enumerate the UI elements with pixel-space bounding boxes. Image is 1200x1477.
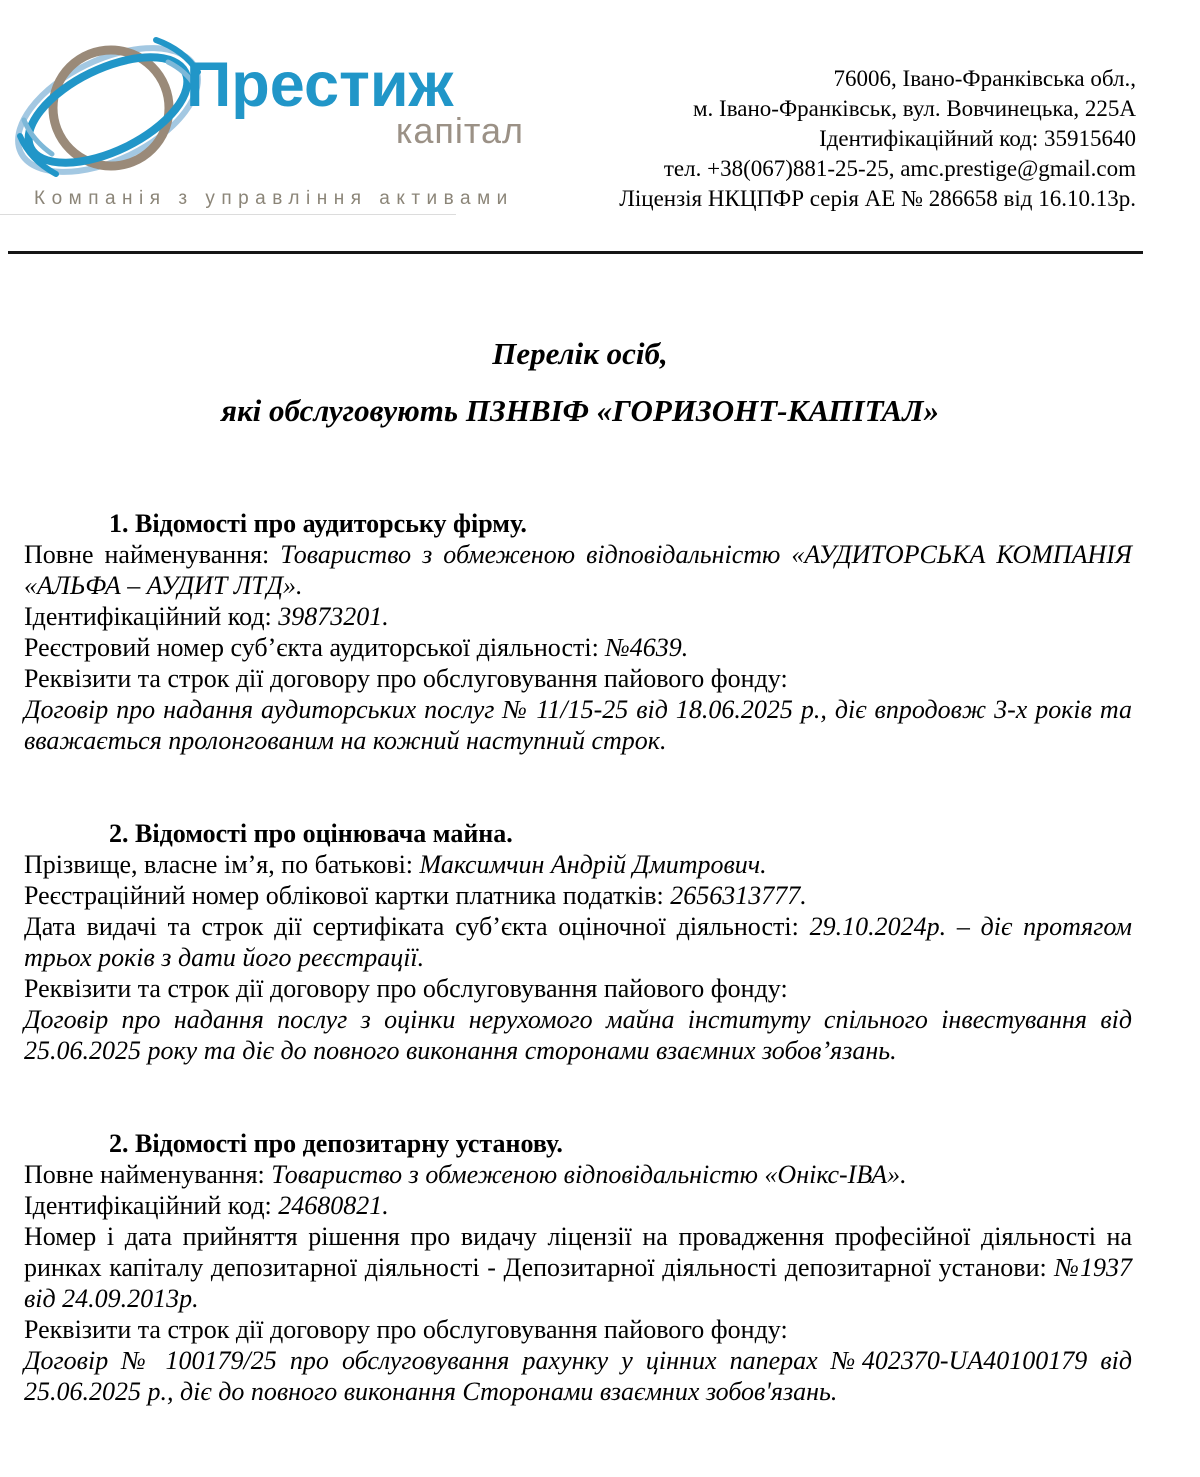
paragraph: [24, 539, 1132, 601]
globe-orbit-icon: [8, 14, 208, 200]
field-value: 24680821.: [278, 1191, 389, 1220]
company-tagline: Компанія з управління активами: [34, 188, 514, 209]
section-heading: 2. Відомості про депозитарну установу.: [109, 1129, 563, 1158]
company-id-line: Ідентифікаційний код: 35915640: [819, 126, 1136, 151]
document-title: [0, 338, 1160, 426]
field-label: Реєстраційний номер облікової картки платника податків:: [24, 881, 671, 910]
field-value: 29.10.2024р. – діє протягом трьох років з дати його реєстрації.: [24, 912, 1132, 972]
field-value: Договір № 100179/25 про обслуговування рахунку у цінних паперах №402370-UA40100179 від 25.06.2025 р., діє до повного виконання Сторонами взаємних зобов'язань.: [24, 1346, 1132, 1406]
section-appraiser: [24, 818, 1132, 1066]
tagline-underline: [0, 214, 456, 215]
field-value: Договір про надання послуг з оцінки нерухомого майна інституту спільного інвестування від 25.06.2025 року та діє до повного виконання сторонами взаємних зобов’язань.: [24, 1005, 1132, 1065]
field-value: Максимчин Андрій Дмитрович.: [419, 850, 767, 879]
document-title-line2: які обслуговують ПЗНВІФ «ГОРИЗОНТ-КАПІТАЛ»: [221, 393, 939, 428]
field-label: Повне найменування:: [24, 1160, 272, 1189]
field-value: 2656313777.: [670, 881, 807, 910]
field-value: Товариство з обмеженою відповідальністю «АУДИТОРСЬКА КОМПАНІЯ «АЛЬФА – АУДИТ ЛТД».: [24, 540, 1132, 600]
section-heading: 1. Відомості про аудиторську фірму.: [109, 509, 527, 538]
document-title-line1: Перелік осіб,: [492, 336, 668, 371]
phone-email-line: тел. +38(067)881-25-25, amc.prestige@gmail.com: [663, 156, 1136, 181]
paragraph: [24, 694, 1132, 756]
field-label: Дата видачі та строк дії сертифіката суб’єкта оціночної діяльності:: [24, 912, 810, 941]
document-body: [24, 508, 1132, 1407]
paragraph: [24, 1345, 1132, 1407]
field-label: Реєстровий номер суб’єкта аудиторської діяльності:: [24, 633, 606, 662]
paragraph: [24, 1314, 1132, 1345]
paragraph: [24, 973, 1132, 1004]
paragraph: [24, 1004, 1132, 1066]
field-label: Ідентифікаційний код:: [24, 602, 279, 631]
field-label: Номер і дата прийняття рішення про видачу ліцензії на провадження професійної діяльності на ринках капіталу депозитарної діяльності - Депозитарної діяльності депозитарної установи:: [24, 1222, 1132, 1282]
license-line: Ліцензія НКЦПФР серія АЕ № 286658 від 16.10.13р.: [619, 186, 1136, 211]
address-line: 76006, Івано-Франківська обл.,: [833, 66, 1136, 91]
company-logo: [8, 14, 208, 205]
field-label: Реквізити та строк дії договору про обслуговування пайового фонду:: [24, 664, 788, 693]
field-label: Прізвище, власне ім’я, по батькові:: [24, 850, 420, 879]
paragraph: [24, 849, 1132, 880]
company-contact-block: [619, 64, 1136, 214]
paragraph: [24, 1221, 1132, 1314]
paragraph: [24, 601, 1132, 632]
paragraph: [24, 880, 1132, 911]
brand-name: Престиж: [186, 50, 454, 120]
field-label: Реквізити та строк дії договору про обслуговування пайового фонду:: [24, 974, 788, 1003]
paragraph: [24, 632, 1132, 663]
paragraph: [24, 663, 1132, 694]
field-value: Товариство з обмеженою відповідальністю «Онікс-ІВА».: [271, 1160, 907, 1189]
brand-subtitle: капітал: [395, 110, 524, 151]
header-divider: [8, 251, 1143, 254]
paragraph: [24, 911, 1132, 973]
section-heading: 2. Відомості про оцінювача майна.: [109, 819, 513, 848]
field-label: Реквізити та строк дії договору про обслуговування пайового фонду:: [24, 1315, 788, 1344]
field-label: Повне найменування:: [24, 540, 281, 569]
logo-wordmark: [186, 50, 524, 151]
paragraph: [24, 1159, 1132, 1190]
section-depositary: [24, 1128, 1132, 1407]
field-label: Ідентифікаційний код:: [24, 1191, 279, 1220]
field-value: 39873201.: [278, 602, 389, 631]
section-auditor: [24, 508, 1132, 756]
field-value: Договір про надання аудиторських послуг № 11/15-25 від 18.06.2025 р., діє впродовж 3-х років та вважається пролонгованим на кожний наступний строк.: [24, 695, 1132, 755]
paragraph: [24, 1190, 1132, 1221]
field-value: №4639.: [605, 633, 689, 662]
field-value: №1937 від 24.09.2013р.: [24, 1253, 1133, 1313]
address-line: м. Івано-Франківськ, вул. Вовчинецька, 225А: [693, 96, 1136, 121]
